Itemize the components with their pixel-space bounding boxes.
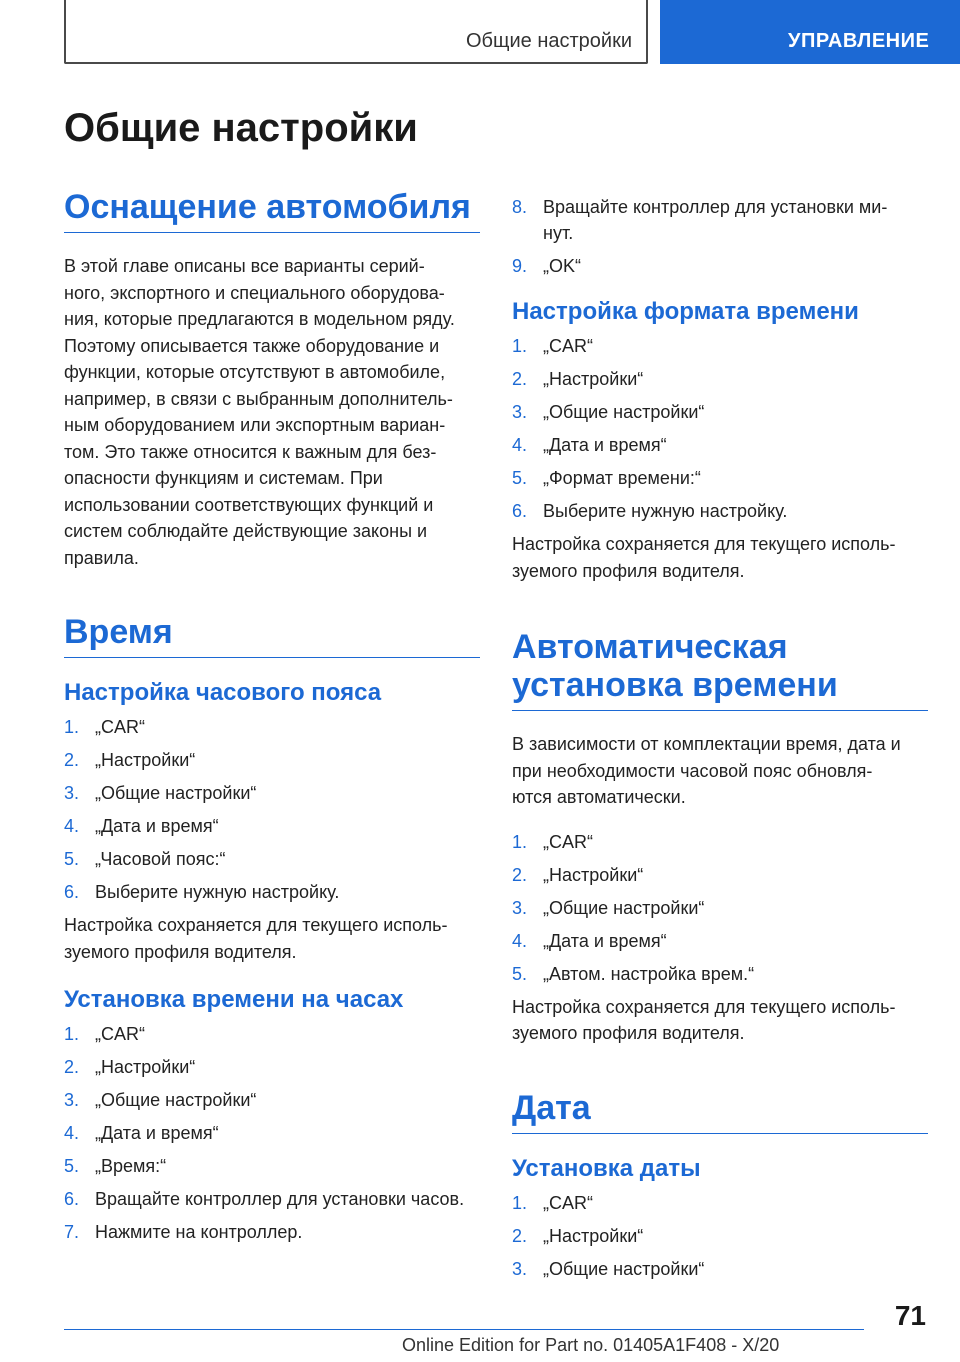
time-heading: Время [64,613,480,658]
clock-steps-continued [512,194,928,279]
step-number: 1. [64,1024,80,1044]
step-text: Нажмите на контроллер. [95,1222,303,1242]
step-text: Вращайте контроллер для установки часов. [95,1189,465,1209]
text-line: зуемого профиля водителя. [512,560,745,581]
text-line: функции, которые отсутствуют в автомобиле, [64,362,446,382]
step-number: 5. [64,1156,80,1176]
list-item [512,928,928,954]
step-text: „Дата и время“ [95,816,219,836]
list-item [64,1087,480,1113]
list-item [512,432,928,458]
right-column [512,188,928,1289]
footer-divider [64,1329,864,1330]
step-text: „Автом. настройка врем.“ [543,963,755,984]
step-number: 1. [512,831,528,852]
step-number: 5. [64,849,80,869]
text-line: например, в связи с выбранным дополнитель- [64,388,453,409]
list-item [512,253,928,279]
step-number: 2. [64,1057,80,1077]
list-item [512,1190,928,1216]
step-text: „Настройки“ [95,750,196,770]
text-line: ным оборудованием или экспортным вариан- [64,415,446,435]
step-number: 8. [512,197,528,217]
step-text: „Дата и время“ [543,435,667,455]
step-text: „OK“ [543,256,581,276]
step-number: 3. [512,402,528,422]
list-item [512,399,928,425]
page-number: 71 [894,1300,926,1331]
auto-time-heading [512,628,928,711]
text-line: ного, экспортного и специального оборудова- [64,282,445,303]
step-text: „Настройки“ [543,864,644,885]
step-number: 9. [512,256,528,276]
set-date-heading: Установка даты [512,1154,701,1182]
step-number: 4. [64,816,80,836]
step-text: „Общие настройки“ [543,402,705,422]
text-line: систем соблюдайте действующие законы и [64,521,428,541]
step-text: „CAR“ [543,1192,593,1213]
step-text: „Общие настройки“ [95,783,257,803]
step-number: 5. [512,468,528,488]
list-item [64,747,480,773]
list-item [64,1021,480,1047]
step-number: 2. [512,369,528,389]
step-text: „Общие настройки“ [95,1090,257,1110]
text-line: В зависимости от комплектации время, дата и [512,734,901,754]
text-line: правила. [64,547,139,568]
equipment-paragraph [64,253,480,571]
footer-edition-text: Online Edition for Part no. 01405A1F408 - X/20 [402,1335,780,1355]
time-format-steps [512,333,928,524]
page-title: Общие настройки [64,106,418,150]
step-number: 2. [64,750,80,770]
heading-line: установка времени [512,666,838,704]
step-number: 1. [512,1192,528,1213]
text-line: зуемого профиля водителя. [512,1023,745,1043]
list-item [64,1186,480,1212]
list-item [512,366,928,392]
list-item [64,1153,480,1179]
step-text: „Общие настройки“ [543,897,705,918]
step-text: „Дата и время“ [95,1123,219,1143]
step-number: 6. [512,501,528,521]
step-number: 1. [512,336,528,356]
step-number: 3. [64,1090,80,1110]
list-item [512,829,928,855]
step-text: Выберите нужную настройку. [543,501,788,521]
list-item [64,1120,480,1146]
header-section-label: Общие настройки [466,30,632,52]
text-line: Настройка сохраняется для текущего исполь- [64,915,448,935]
text-line: использовании соответствующих функций и [64,494,434,515]
list-item [512,498,928,524]
auto-time-note [512,994,928,1047]
header-chapter-tab [660,0,960,64]
step-text: „Время:“ [95,1156,167,1176]
step-number: 3. [64,783,80,803]
date-heading: Дата [512,1089,928,1134]
text-line: Настройка сохраняется для текущего исполь- [512,996,896,1017]
step-number: 3. [512,897,528,918]
text-line: опасности функциям и системам. При [64,468,383,488]
list-item [512,895,928,921]
clock-steps [64,1021,480,1245]
timezone-heading: Настройка часового пояса [64,679,382,706]
time-format-heading: Настройка формата времени [512,298,859,325]
step-text: „Настройки“ [95,1057,196,1077]
list-item [64,1054,480,1080]
heading-line: Автоматическая [512,628,788,666]
text-line: ния, которые предлагаются в модельном ряду. [64,309,455,329]
list-item [64,879,480,905]
step-text: „CAR“ [95,717,145,737]
step-text: нут. [543,223,574,243]
list-item [512,465,928,491]
text-line: при необходимости часовой пояс обновля- [512,760,873,781]
step-text: „CAR“ [95,1024,145,1044]
step-text: „Настройки“ [543,1225,644,1246]
list-item [512,333,928,359]
step-text: „CAR“ [543,831,593,852]
equipment-heading: Оснащение автомобиля [64,188,480,233]
step-number: 6. [64,1189,80,1209]
auto-time-intro [512,731,928,811]
step-text: „Дата и время“ [543,930,667,951]
step-text: „Часовой пояс:“ [95,849,226,869]
step-number: 7. [64,1222,80,1242]
text-line: Настройка сохраняется для текущего исполь- [512,534,896,554]
text-line: ются автоматически. [512,787,686,807]
step-text: „Формат времени:“ [543,468,701,488]
step-text: „Настройки“ [543,369,644,389]
step-number: 1. [64,717,80,737]
header-chapter-label: УПРАВЛЕНИЕ [788,30,930,52]
list-item [64,813,480,839]
step-number: 4. [512,930,528,951]
list-item [512,862,928,888]
text-line: том. Это также относится к важным для без- [64,441,437,462]
set-date-steps [512,1190,928,1282]
text-line: Поэтому описывается также оборудование и [64,335,440,356]
list-item [512,1223,928,1249]
step-text: „Общие настройки“ [543,1258,705,1279]
timezone-note [64,912,480,965]
list-item [64,846,480,872]
header-section-tab [64,0,648,64]
list-item [64,714,480,740]
text-line: В этой главе описаны все варианты серий- [64,256,425,276]
step-text: Выберите нужную настройку. [95,882,340,902]
list-item [512,194,928,246]
auto-time-steps [512,829,928,987]
step-text: „CAR“ [543,336,593,356]
list-item [64,1219,480,1245]
step-number: 6. [64,882,80,902]
step-text: Вращайте контроллер для установки ми- [543,197,888,217]
step-number: 2. [512,1225,528,1246]
list-item [64,780,480,806]
time-format-note [512,531,928,584]
list-item [512,961,928,987]
clock-heading: Установка времени на часах [64,986,404,1013]
step-number: 5. [512,963,528,984]
list-item [512,1256,928,1282]
timezone-steps [64,714,480,905]
step-number: 3. [512,1258,528,1279]
step-number: 4. [512,435,528,455]
left-column [64,188,480,1252]
text-line: зуемого профиля водителя. [64,941,297,962]
step-number: 4. [64,1123,80,1143]
step-number: 2. [512,864,528,885]
